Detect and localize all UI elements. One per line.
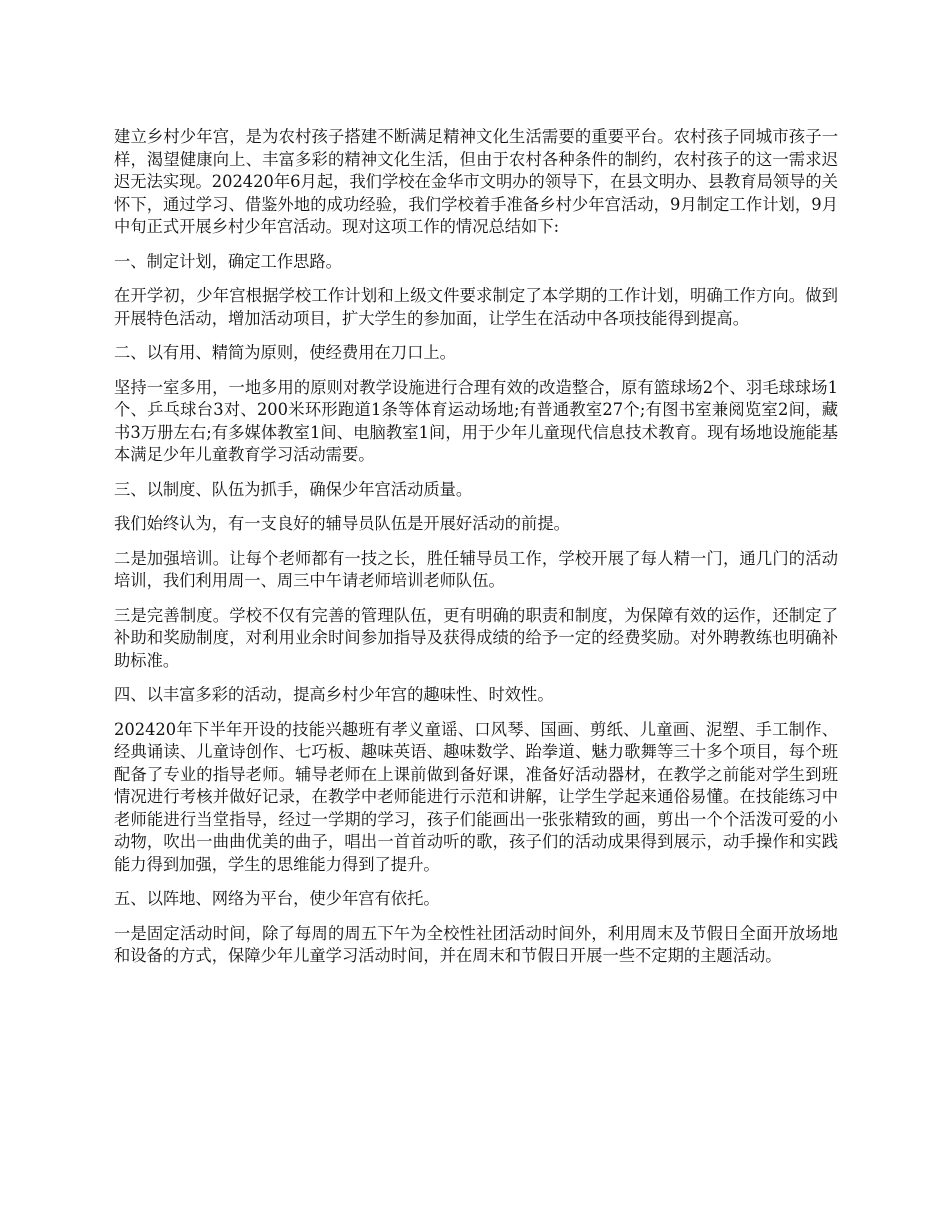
section-heading-4: 四、以丰富多彩的活动，提高乡村少年宫的趣味性、时效性。 — [114, 685, 554, 704]
paragraph-activities: 202420年下半年开设的技能兴趣班有孝义童谣、口风琴、国画、剪纸、儿童画、泥塑、手工制作、经典诵读、儿童诗创作、七巧板、趣味英语、趣味数学、跆拳道、魅力歌舞等三十多个项目，每个班配备了专业的指导老师。辅导老师在上课前做到备好课，准备好活动器材，在教学之前能对学生到班情况进行考核并做好记录，在教学中老师能进行示范和讲解，让学生学起来通俗易懂。在技能练习中老师能进行当堂指导，经过一学期的学习，孩子们能画出一张张精致的画，剪出一个个活泼可爱的小动物，吹出一曲曲优美的曲子，唱出一首首动听的歌，孩子们的活动成果得到展示，动手操作和实践能力得到加强，学生的思维能力得到了提升。 — [114, 719, 838, 874]
paragraph-training: 二是加强培训。让每个老师都有一技之长，胜任辅导员工作，学校开展了每人精一门，通几门的活动培训，我们利用周一、周三中午请老师培训老师队伍。 — [114, 548, 838, 590]
paragraph-facilities: 坚持一室多用，一地多用的原则对教学设施进行合理有效的改造整合，原有篮球场2个、羽毛球球场1个、乒乓球台3对、200米环形跑道1条等体育运动场地;有普通教室27个;有图书室兼阅览室2间，藏书3万册左右;有多媒体教室1间、电脑教室1间，用于少年儿童现代信息技术教育。现有场地设施能基本满足少年儿童教育学习活动需要。 — [114, 377, 838, 464]
section-heading-5: 五、以阵地、网络为平台，使少年宫有依托。 — [114, 889, 440, 908]
paragraph-plan: 在开学初，少年宫根据学校工作计划和上级文件要求制定了本学期的工作计划，明确工作方向。做到开展特色活动，增加活动项目，扩大学生的参加面，让学生在活动中各项技能得到提高。 — [114, 286, 838, 328]
paragraph-system: 三是完善制度。学校不仅有完善的管理队伍，更有明确的职责和制度，为保障有效的运作，还制定了补助和奖励制度，对利用业余时间参加指导及获得成绩的给予一定的经费奖励。对外聘教练也明确补助标准。 — [114, 605, 838, 670]
paragraph-intro: 建立乡村少年宫，是为农村孩子搭建不断满足精神文化生活需要的重要平台。农村孩子同城市孩子一样，渴望健康向上、丰富多彩的精神文化生活，但由于农村各种条件的制约，农村孩子的这一需求迟迟无法实现。202420年6月起，我们学校在金华市文明办的领导下，在县文明办、县教育局领导的关怀下，通过学习、借鉴外地的成功经验，我们学校着手准备乡村少年宫活动，9月制定工作计划，9月中旬正式开展乡村少年宫活动。现对这项工作的情况总结如下: — [114, 127, 838, 236]
paragraph-team-premise: 我们始终认为，有一支良好的辅导员队伍是开展好活动的前提。 — [114, 514, 570, 533]
section-heading-3: 三、以制度、队伍为抓手，确保少年宫活动质量。 — [114, 479, 473, 499]
section-heading-1: 一、制定计划，确定工作思路。 — [114, 251, 342, 271]
section-heading-2: 二、以有用、精简为原则，使经费用在刀口上。 — [114, 343, 456, 362]
paragraph-schedule: 一是固定活动时间，除了每周的周五下午为全校性社团活动时间外，利用周末及节假日全面开放场地和设备的方式，保障少年儿童学习活动时间，并在周末和节假日开展一些不定期的主题活动。 — [114, 923, 838, 965]
document-body — [114, 126, 838, 980]
